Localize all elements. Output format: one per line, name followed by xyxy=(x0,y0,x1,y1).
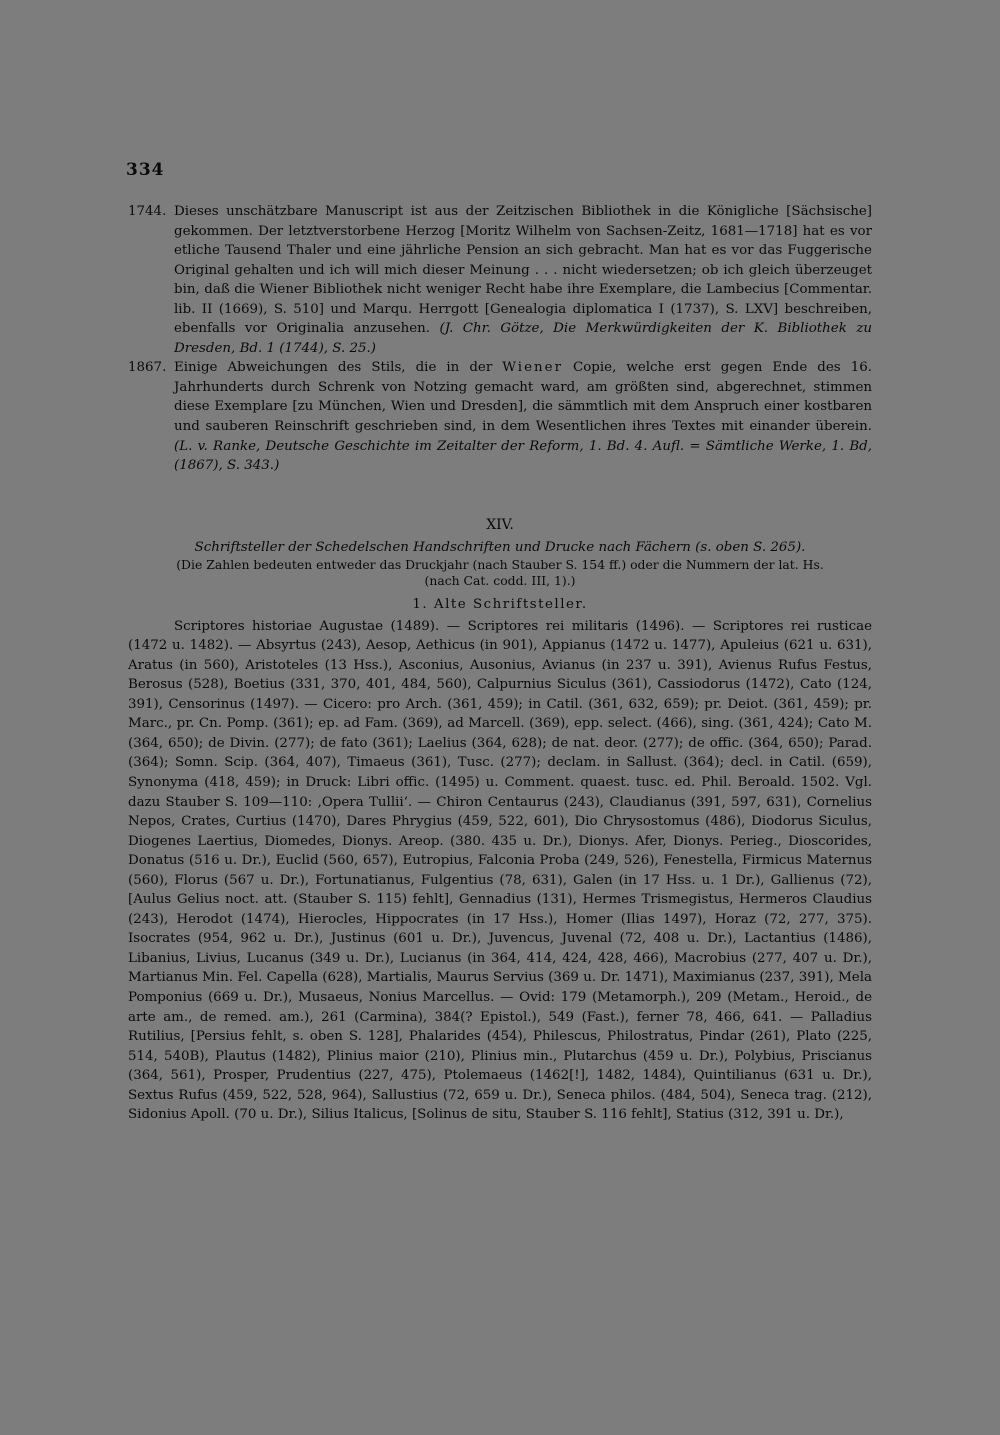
entry-text: Dieses unschätzbare Manuscript ist aus der Zeitzischen Bibliothek in die Königliche [Sächsische] gekommen. Der letztverstorbene Herzog [Moritz Wilhelm von Sachsen-Zeitz, 1681—1718] hat es vor etliche Tausend Thaler und eine jährliche Pension an sich gebracht. Man hat es vor das Fuggerische Original gehalten und ich will mich dieser Meinung . . . nicht wiedersetzen; ob ich gleich überzeuget bin, daß die Wiener Bibliothek nicht weniger Recht habe ihre Exemplare, die Lambecius [Commentar. lib. II (1669), S. 510] und Marqu. Herrgott [Genealogia diplomatica I (1737), S. LXV] beschreiben, ebenfalls vor Originalia anzusehen. xyxy=(174,204,872,337)
entry-source: (J. Chr. Götze, Die Merkwürdigkeiten der K. Bibliothek zu Dresden, Bd. 1 (1744), S. 25.) xyxy=(174,321,872,356)
section-note: (Die Zahlen bedeuten entweder das Druckjahr (nach Stauber S. 154 ff.) oder die Nummern der lat. Hs. (nach Cat. codd. III, 1).) xyxy=(176,557,824,589)
citation-entry xyxy=(128,202,872,358)
citation-entry xyxy=(128,358,872,475)
page-number: 334 xyxy=(126,160,165,180)
entry-spaced-word: Wiener xyxy=(502,360,563,376)
section-number: XIV. xyxy=(486,517,514,533)
entry-text: Einige Abweichungen des Stils, die in der xyxy=(174,360,493,376)
section-xiv xyxy=(128,516,872,1125)
section-title: Schriftsteller der Schedelschen Handschriften und Drucke nach Fächern (s. oben S. 265). xyxy=(194,539,806,555)
entry-year: 1867. xyxy=(128,360,167,376)
entry-year: 1744. xyxy=(128,204,167,219)
authors-list: Scriptores historiae Augustae (1489). — Scriptores rei militaris (1496). — Scriptores rei rusticae (1472 u. 1482). — Absyrtus (243), Aesop, Aethicus (in 901), Appianus (1472 u. 1477), Apuleius (621 u. 631), Aratus (in 560), Aristoteles (13 Hss.), Asconius, Ausonius, Avianus (in 237 u. 391), Avienus Rufus Festus, Berosus (528), Boetius (331, 370, 401, 484, 560), Calpurnius Siculus (361), Cassiodorus (1472), Cato (124, 391), Censorinus (1497). — Cicero: pro Arch. (361, 459); in Catil. (361, 632, 659); pr. Deiot. (361, 459); pr. Marc., pr. Cn. Pomp. (361); ep. ad Fam. (369), ad Marcell. (369), epp. select. (466), sing. (361, 424); Cato M. (364, 650); de Divin. (277); de fato (361); Laelius (364, 628); de nat. deor. (277); de offic. (364, 650); Parad. (364); Somn. Scip. (364, 407), Timaeus (361), Tusc. (277); declam. in Sallust. (364); decl. in Catil. (659), Synonyma (418, 459); in Druck: Libri offic. (1495) u. Comment. quaest. tusc. ed. Phil. Beroald. 1502. Vgl. dazu Stauber S. 109—110: ‚Opera Tullii‘. — Chiron Centaurus (243), Claudianus (391, 597, 631), Cornelius Nepos, Crates, Curtius (1470), Dares Phrygius (459, 522, 601), Dio Chrysostomus (486), Diodorus Siculus, Diogenes Laertius, Diomedes, Dionys. Areop. (380. 435 u. Dr.), Dionys. Afer, Dionys. Perieg., Dioscorides, Donatus (516 u. Dr.), Euclid (560, 657), Eutropius, Falconia Proba (249, 526), Fenestella, Firmicus Maternus (560), Florus (567 u. Dr.), Fortunatianus, Fulgentius (78, 631), Galen (in 17 Hss. u. 1 Dr.), Gallienus (72), [Aulus Gelius noct. att. (Stauber S. 115) fehlt], Gennadius (131), Hermes Trismegistus, Hermeros Claudius (243), Herodot (1474), Hierocles, Hippocrates (in 17 Hss.), Homer (Ilias 1497), Horaz (72, 277, 375). Isocrates (954, 962 u. Dr.), Justinus (601 u. Dr.), Juvencus, Juvenal (72, 408 u. Dr.), Lactantius (1486), Libanius, Livius, Lucanus (349 u. Dr.), Lucianus (in 364, 414, 424, 428, 466), Macrobius (277, 407 u. Dr.), Martianus Min. Fel. Capella (628), Martialis, Maurus Servius (369 u. Dr. 1471), Maximianus (237, 391), Mela Pomponius (669 u. Dr.), Musaeus, Nonius Marcellus. — Ovid: 179 (Metamorph.), 209 (Metam., Heroid., de arte am., de remed. am.), 261 (Carmina), 384(? Epistol.), 549 (Fast.), ferner 78, 466, 641. — Palladius Rutilius, [Persius fehlt, s. oben S. 128], Phalarides (454), Philescus, Philostratus, Pindar (261), Plato (225, 514, 540B), Plautus (1482), Plinius maior (210), Plinius min., Plutarchus (459 u. Dr.), Polybius, Priscianus (364, 561), Prosper, Prudentius (227, 475), Ptolemaeus (1462[!], 1482, 1484), Quintilianus (631 u. Dr.), Sextus Rufus (459, 522, 528, 964), Sallustius (72, 659 u. Dr.), Seneca philos. (484, 504), Seneca trag. (212), Sidonius Apoll. (70 u. Dr.), Silius Italicus, [Solinus de situ, Stauber S. 116 fehlt], Statius (312, 391 u. Dr.), xyxy=(128,618,872,1123)
subheading: 1. Alte Schriftsteller. xyxy=(412,597,588,613)
entry-source: (L. v. Ranke, Deutsche Geschichte im Zeitalter der Reform, 1. Bd. 4. Aufl. = Sämtliche Werke, 1. Bd, (1867), S. 343.) xyxy=(174,438,872,474)
citations-block xyxy=(128,202,872,476)
entry-text: Copie, welche erst gegen Ende des 16. Jahrhunderts durch Schrenk von Notzing gemacht ward, am größten sind, abgerechnet, stimmen diese Exemplare [zu München, Wien und Dresden], die sämmtlich mit dem Anspruch einer kostbaren und sauberen Reinschrift geschrieben sind, in dem Wesentlichen ihres Textes mit einander überein. xyxy=(174,360,872,435)
